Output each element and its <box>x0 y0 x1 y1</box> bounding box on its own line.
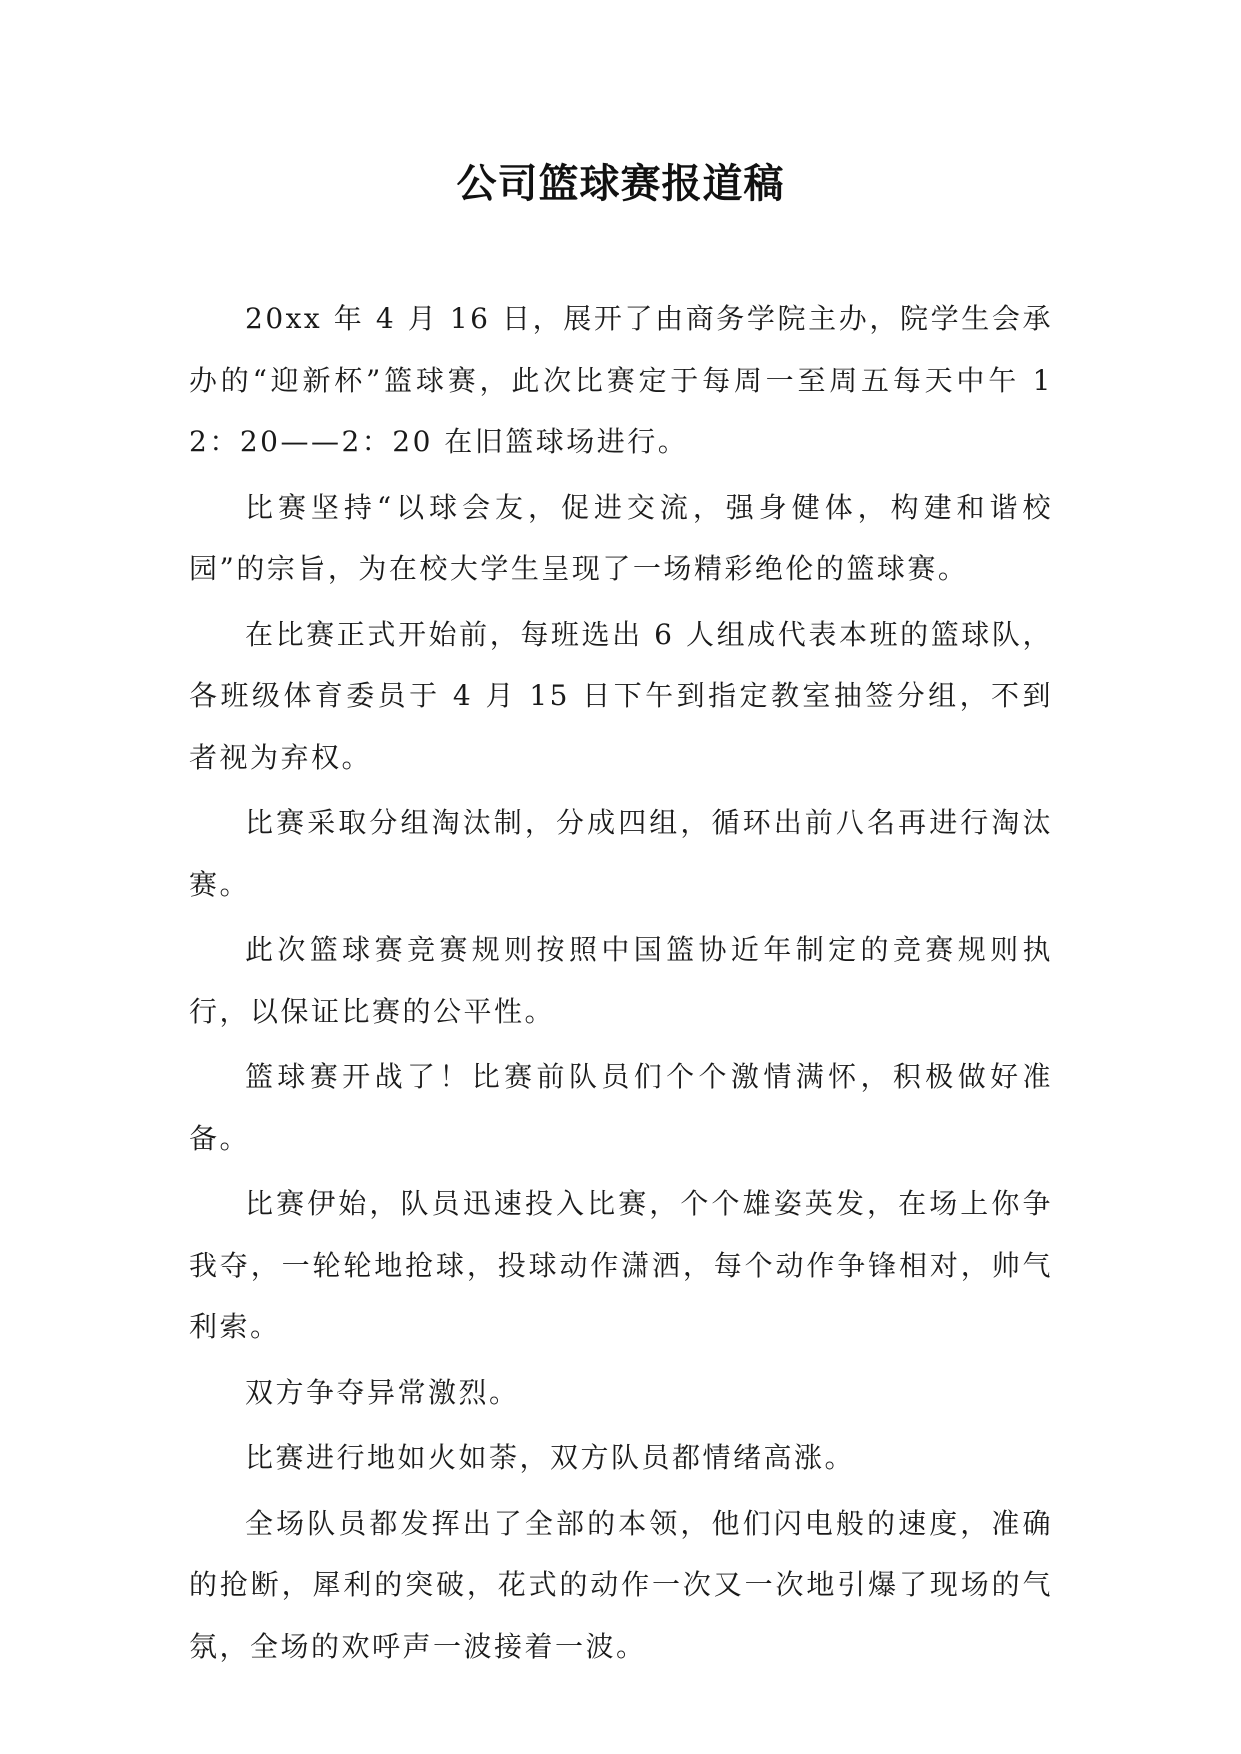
document-title: 公司篮球赛报道稿 <box>456 161 785 207</box>
paragraph: 比赛伊始，队员迅速投入比赛，个个雄姿英发，在场上你争我夺，一轮轮地抢球，投球动作潇洒，每个动作争锋相对，帅气利索。 <box>189 1187 1053 1343</box>
paragraph: 比赛坚持“以球会友，促进交流，强身健体，构建和谐校园”的宗旨，为在校大学生呈现了一场精彩绝伦的篮球赛。 <box>189 490 1053 585</box>
paragraph: 在比赛正式开始前，每班选出 6 人组成代表本班的篮球队，各班级体育委员于 4 月 15 日下午到指定教室抽签分组，不到者视为弃权。 <box>189 617 1053 774</box>
paragraph: 篮球赛开战了！比赛前队员们个个激情满怀，积极做好准备。 <box>189 1060 1053 1155</box>
document-body <box>189 288 1053 1681</box>
paragraph: 比赛进行地如火如荼，双方队员都情绪高涨。 <box>245 1441 856 1474</box>
paragraph: 全场队员都发挥出了全部的本领，他们闪电般的速度，准确的抢断，犀利的突破，花式的动作一次又一次地引爆了现场的气氛，全场的欢呼声一波接着一波。 <box>189 1506 1053 1663</box>
paragraph: 20xx 年 4 月 16 日，展开了由商务学院主办，院学生会承办的“迎新杯”篮球赛，此次比赛定于每周一至周五每天中午 12：20——2：20 在旧篮球场进行。 <box>189 302 1053 458</box>
paragraph: 比赛采取分组淘汰制，分成四组，循环出前八名再进行淘汰赛。 <box>189 806 1053 901</box>
paragraph: 双方争夺异常激烈。 <box>245 1375 520 1409</box>
paragraph: 此次篮球赛竞赛规则按照中国篮协近年制定的竞赛规则执行，以保证比赛的公平性。 <box>189 933 1053 1028</box>
